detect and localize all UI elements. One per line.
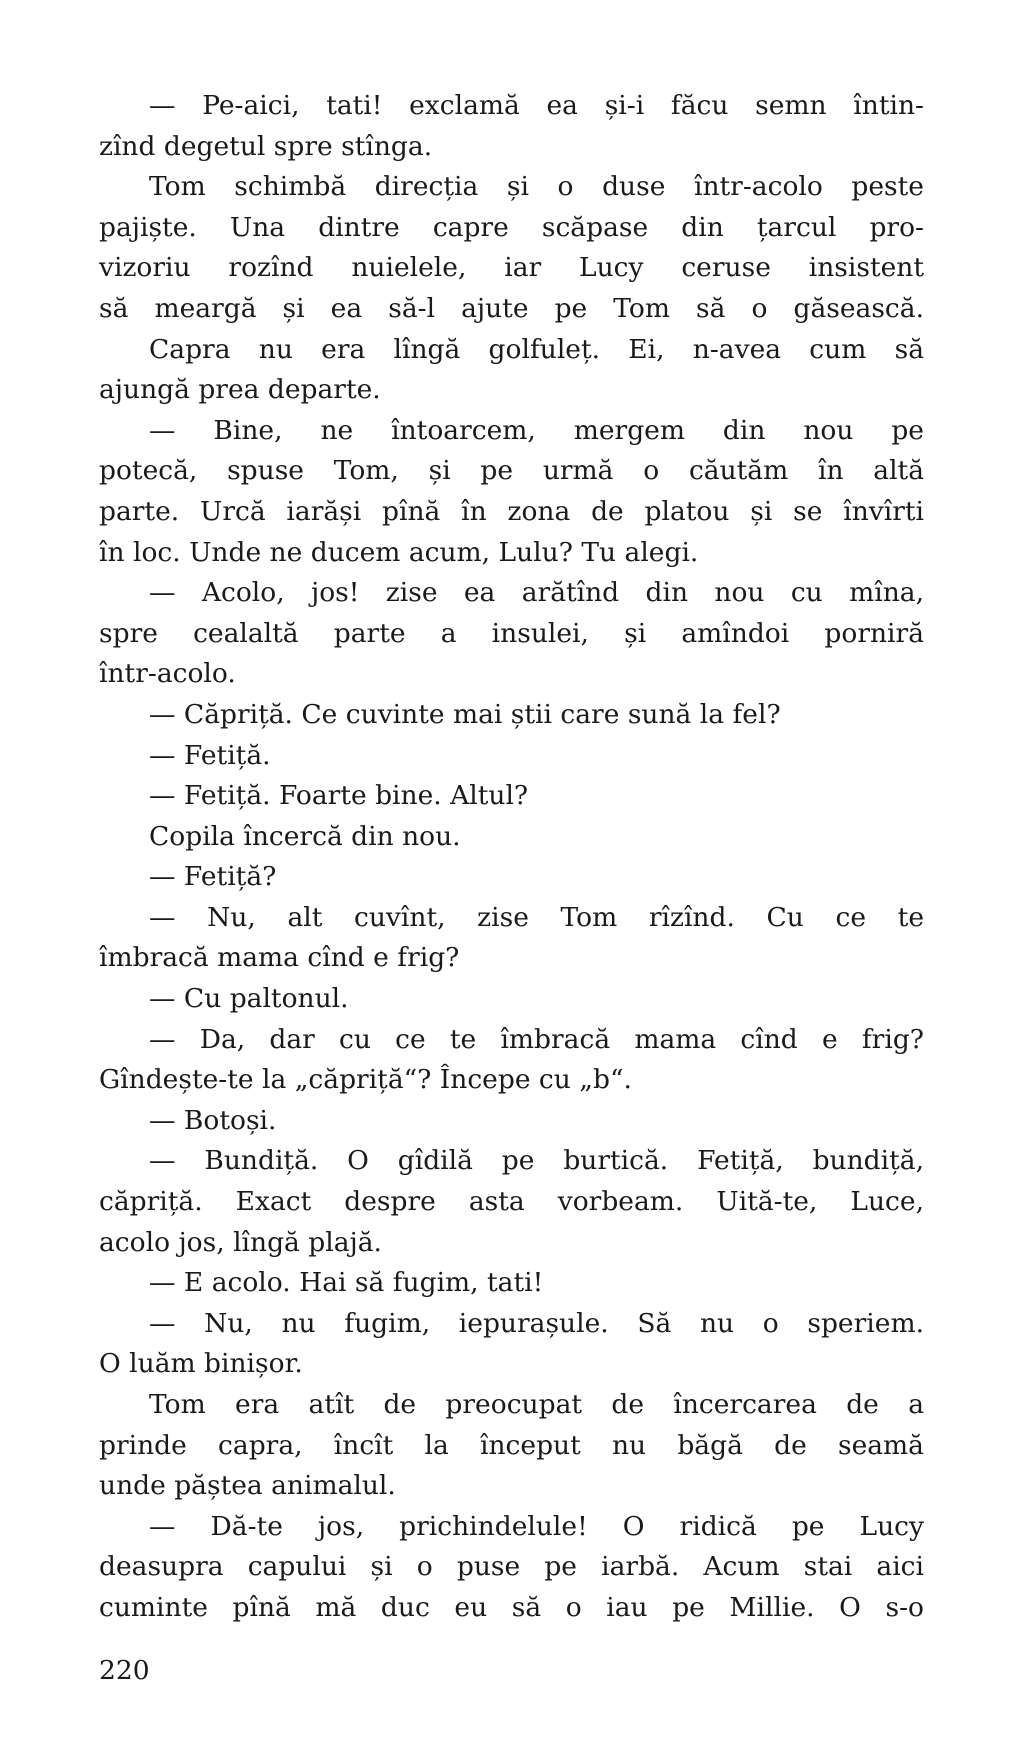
text-line: — Nu, nu fugim, iepurașule. Să nu o speriem. [149, 1307, 924, 1339]
text-line: Tom era atît de preocupat de încercarea de a [149, 1389, 924, 1420]
text-line: Copila încercă din nou. [149, 820, 461, 852]
text-line: îmbracă mama cînd e frig? [99, 942, 460, 974]
text-line: Capra nu era lîngă golfuleț. Ei, n-avea cum să [149, 333, 924, 365]
text-line: — Dă-te jos, prichindelule! O ridică pe Lucy [149, 1510, 924, 1542]
text-line: spre cealaltă parte a insulei, și amîndoi porniră [99, 617, 924, 649]
text-line: — Nu, alt cuvînt, zise Tom rîzînd. Cu ce te [149, 901, 924, 933]
page-number: 220 [99, 1655, 150, 1686]
text-line: vizoriu rozînd nuielele, iar Lucy ceruse insistent [99, 252, 924, 284]
text-line: ajungă prea departe. [99, 374, 381, 406]
text-line: — Fetiță. [149, 739, 271, 771]
text-line: acolo jos, lîngă plajă. [99, 1226, 382, 1258]
text-line: — E acolo. Hai să fugim, tati! [149, 1267, 544, 1299]
text-line: — Botoși. [149, 1104, 277, 1136]
text-line: — Da, dar cu ce te îmbracă mama cînd e frig? [149, 1023, 924, 1055]
text-line: — Pe-aici, tati! exclamă ea și-i făcu semn întin- [149, 90, 924, 121]
text-line: — Bundiță. O gîdilă pe burtică. Fetiță, bundiță, [149, 1145, 924, 1177]
text-line: Gîndește-te la „căpriță“? Începe cu „b“. [99, 1064, 632, 1096]
text-line: Tom schimbă direcția și o duse într-acolo peste [149, 171, 924, 203]
text-line: parte. Urcă iarăși pînă în zona de platou și se învîrti [99, 495, 924, 527]
text-line: să meargă și ea să-l ajute pe Tom să o găsească. [99, 292, 924, 324]
text-line: căpriță. Exact despre asta vorbeam. Uită-te, Luce, [99, 1186, 924, 1218]
text-line: prinde capra, încît la început nu băgă de seamă [99, 1429, 924, 1461]
text-line: O luăm binișor. [99, 1348, 303, 1380]
text-line: zînd degetul spre stînga. [99, 130, 433, 162]
text-line: — Acolo, jos! zise ea arătînd din nou cu mîna, [149, 577, 924, 609]
text-line: pajiște. Una dintre capre scăpase din țarcul pro- [99, 211, 924, 243]
text-line: — Fetiță. Foarte bine. Altul? [149, 780, 529, 812]
text-line: — Cu paltonul. [149, 983, 349, 1015]
text-line: cuminte pînă mă duc eu să o iau pe Millie. O s-o [99, 1591, 924, 1623]
text-line: potecă, spuse Tom, și pe urmă o căutăm în altă [99, 455, 924, 487]
text-line: unde păștea animalul. [99, 1470, 396, 1502]
text-line: — Căpriță. Ce cuvinte mai știi care sună la fel? [149, 698, 781, 730]
body-text [99, 86, 924, 1629]
text-line: deasupra capului și o puse pe iarbă. Acum stai aici [99, 1551, 924, 1583]
text-line: într-acolo. [99, 658, 236, 690]
text-line: — Fetiță? [149, 861, 277, 893]
text-line: în loc. Unde ne ducem acum, Lulu? Tu alegi. [99, 536, 699, 568]
text-line: — Bine, ne întoarcem, mergem din nou pe [149, 414, 924, 446]
